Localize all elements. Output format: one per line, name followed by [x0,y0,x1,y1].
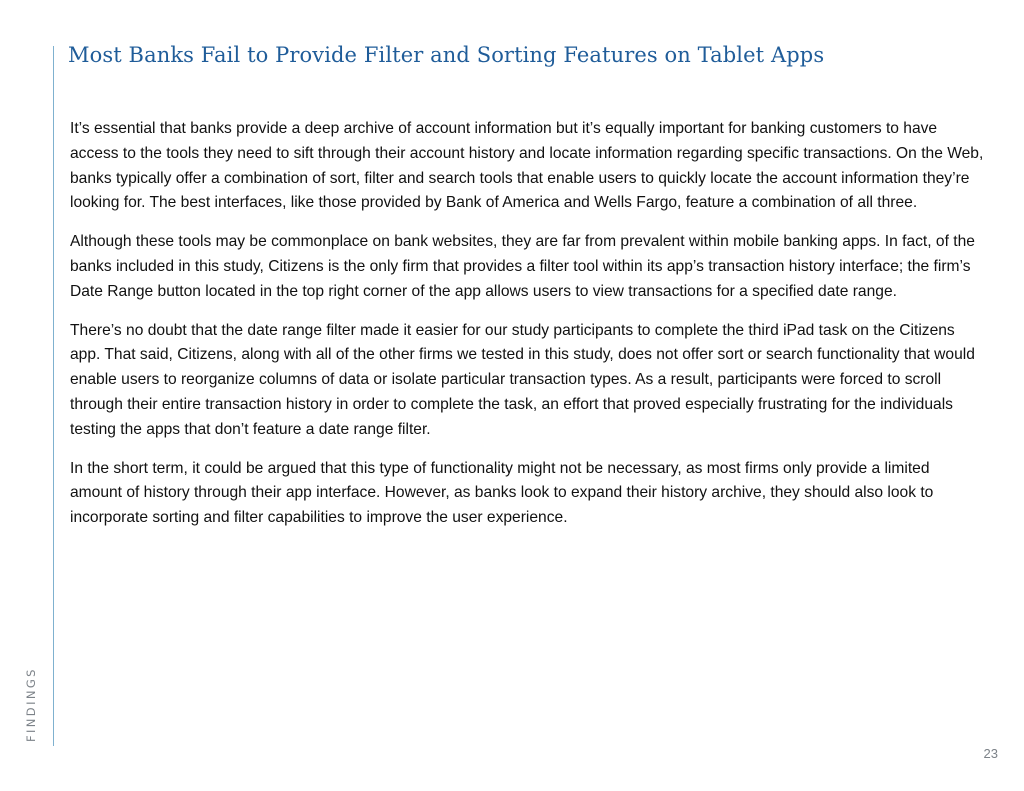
paragraph-2: Although these tools may be commonplace on bank websites, they are far from prevalent within mobile banking apps. In fact, of the banks included in this study, Citizens is the only firm that provides a filter tool within its app’s transaction history interface; the firm’s Date Range button located in the top right corner of the app allows users to view transactions for a specified date range. [70,233,975,300]
page-number: 23 [983,746,998,761]
slide-title: Most Banks Fail to Provide Filter and Sorting Features on Tablet Apps [68,43,825,67]
body-text [70,117,985,545]
paragraph-3: There’s no doubt that the date range filter made it easier for our study participants to complete the third iPad task on the Citizens app. That said, Citizens, along with all of the other firms we tested in this study, does not offer sort or search functionality that would enable users to reorganize columns of data or isolate particular transaction types. As a result, participants were forced to scroll through their entire transaction history in order to complete the task, an effort that proved especially frustrating for the individuals testing the apps that don’t feature a date range filter. [70,321,975,438]
paragraph-4: In the short term, it could be argued that this type of functionality might not be necessary, as most firms only provide a limited amount of history through their app interface. However, as banks look to expand their history archive, they should also look to incorporate sorting and filter capabilities to improve the user experience. [70,459,934,527]
section-label: FINDINGS [24,667,38,742]
side-rule [53,46,54,746]
paragraph-1: It’s essential that banks provide a deep archive of account information but it’s equally important for banking customers to have access to the tools they need to sift through their account history and locate information regarding specific transactions. On the Web, banks typically offer a combination of sort, filter and search tools that enable users to quickly locate the account information they’re looking for. The best interfaces, like those provided by Bank of America and Wells Fargo, feature a combination of all three. [70,120,984,212]
